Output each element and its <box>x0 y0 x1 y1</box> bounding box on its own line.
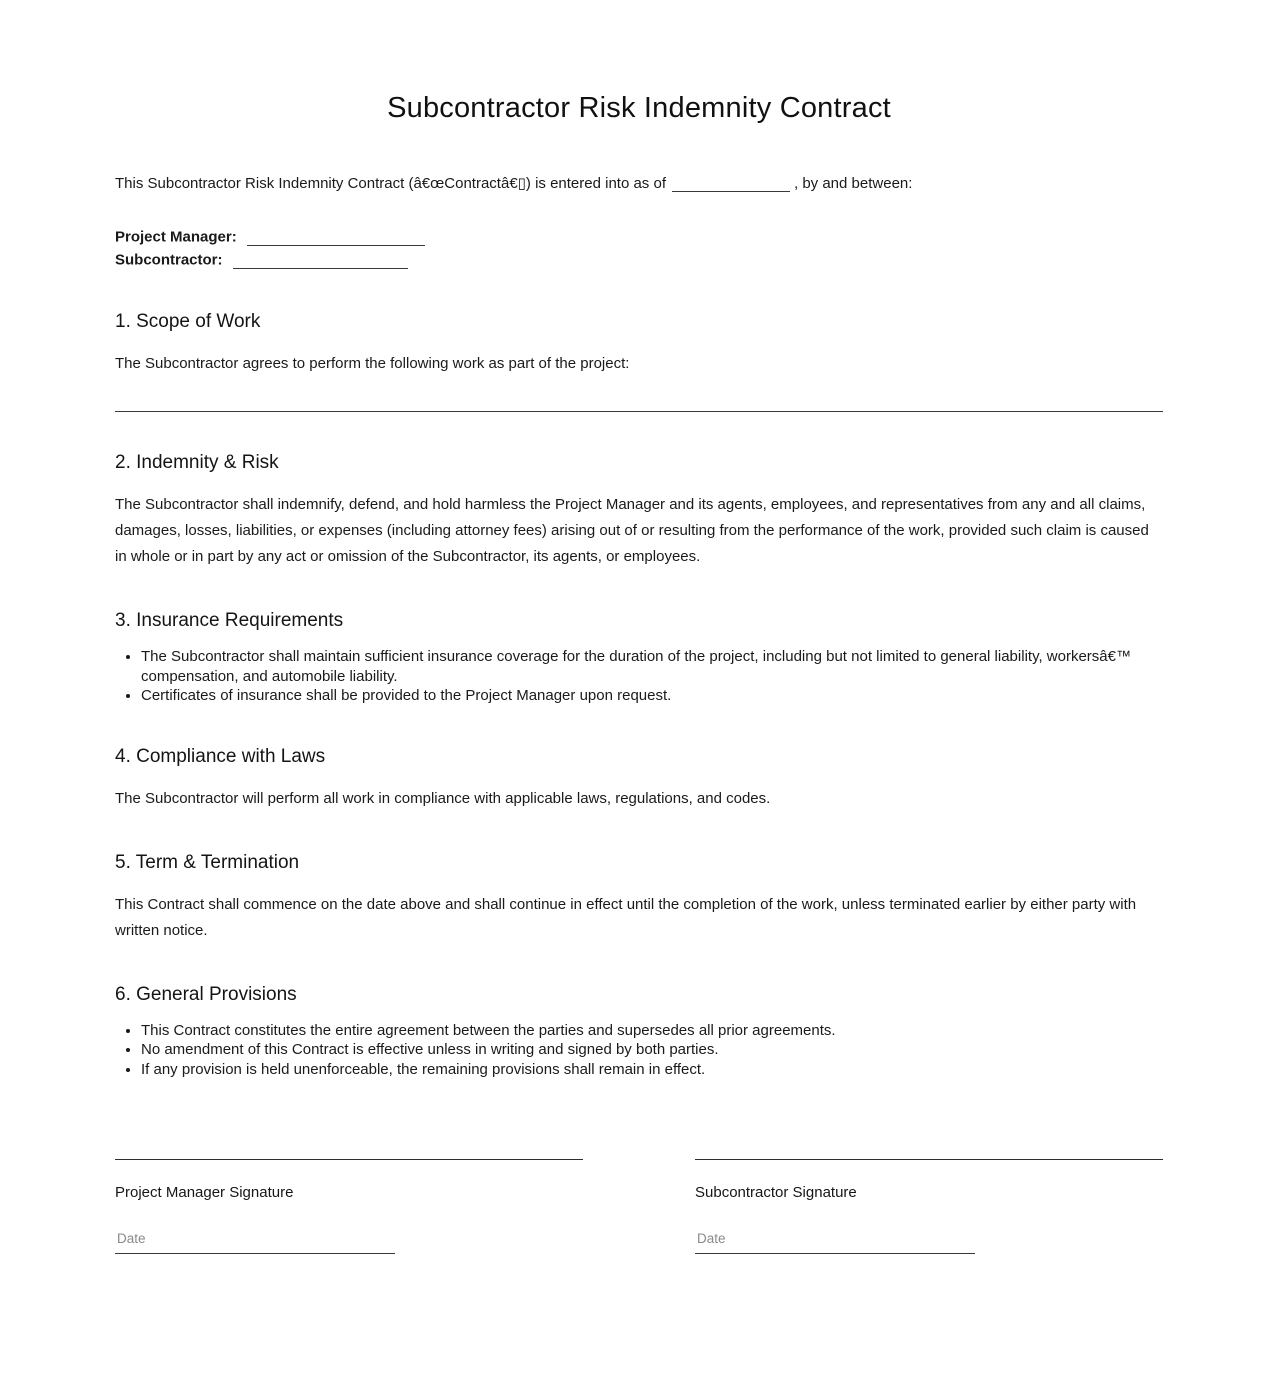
subcontractor-signature-column <box>695 1159 1163 1254</box>
section-heading: 4. Compliance with Laws <box>115 745 326 767</box>
signature-block <box>115 1159 1163 1254</box>
party-row-subcontractor <box>115 248 1163 271</box>
intro-paragraph <box>115 171 1163 197</box>
section-general-provisions <box>115 984 1163 1080</box>
section-heading: 1. Scope of Work <box>115 311 261 332</box>
section-insurance-requirements <box>115 610 1163 706</box>
project-manager-signature-column <box>115 1159 583 1254</box>
list-item: • This Contract constitutes the entire agreement between the parties and supersedes all prior agreements. <box>141 1021 1163 1041</box>
section-heading: 2. Indemnity & Risk <box>115 452 279 473</box>
list-item: • The Subcontractor shall maintain sufficient insurance coverage for the duration of the project, including but not limited to general liability, workersâ€™ compensation, and automobile liability. <box>141 647 1163 686</box>
section-heading: 6. General Provisions <box>115 983 297 1005</box>
subcontractor-name-field[interactable] <box>233 252 408 269</box>
project-manager-signature-line[interactable] <box>115 1159 583 1160</box>
section-heading: 3. Insurance Requirements <box>115 610 344 631</box>
subcontractor-signature-line[interactable] <box>695 1159 1163 1160</box>
insurance-bullet-list <box>115 647 1163 706</box>
section-paragraph: The Subcontractor shall indemnify, defend, and hold harmless the Project Manager and its agents, employees, and representatives from any and all claims, damages, losses, liabilities, or expenses (including attorney fees) arising out of or resulting from the performance of the work, provided such claim is caused in whole or in part by any act or omission of the Subcontractor, its agents, or employees. <box>115 496 1149 565</box>
intro-text-after: , by and between: <box>794 175 913 192</box>
subcontractor-label: Subcontractor: <box>115 251 223 269</box>
project-manager-name-field[interactable] <box>247 229 425 246</box>
page-title: Subcontractor Risk Indemnity Contract <box>387 92 891 124</box>
section-compliance-with-laws <box>115 746 1163 812</box>
parties-block <box>115 225 1163 271</box>
party-row-project-manager <box>115 225 1163 248</box>
section-paragraph: The Subcontractor agrees to perform the following work as part of the project: <box>115 355 630 372</box>
section-paragraph: The Subcontractor will perform all work in compliance with applicable laws, regulations, and codes. <box>115 789 771 807</box>
subcontractor-signature-label: Subcontractor Signature <box>695 1184 857 1201</box>
project-manager-label: Project Manager: <box>115 228 237 246</box>
intro-text-before: This Subcontractor Risk Indemnity Contract (â€œContractâ€▯) is entered into as of <box>115 175 666 192</box>
subcontractor-date-input[interactable] <box>695 1231 975 1254</box>
section-heading: 5. Term & Termination <box>115 851 300 873</box>
list-item: • If any provision is held unenforceable, the remaining provisions shall remain in effect. <box>141 1060 1163 1080</box>
project-manager-signature-label: Project Manager Signature <box>115 1184 294 1201</box>
list-item: • Certificates of insurance shall be provided to the Project Manager upon request. <box>141 686 1163 706</box>
list-item: • No amendment of this Contract is effective unless in writing and signed by both parties. <box>141 1040 1163 1060</box>
general-provisions-bullet-list <box>115 1021 1163 1080</box>
effective-date-blank[interactable] <box>672 176 790 192</box>
section-indemnity-risk <box>115 452 1163 570</box>
section-term-termination <box>115 852 1163 944</box>
section-paragraph: This Contract shall commence on the date above and shall continue in effect until the completion of the work, unless terminated earlier by either party with written notice. <box>115 895 1137 939</box>
section-scope-of-work <box>115 311 1163 412</box>
scope-of-work-fill-line[interactable] <box>115 411 1163 412</box>
project-manager-date-input[interactable] <box>115 1231 395 1254</box>
